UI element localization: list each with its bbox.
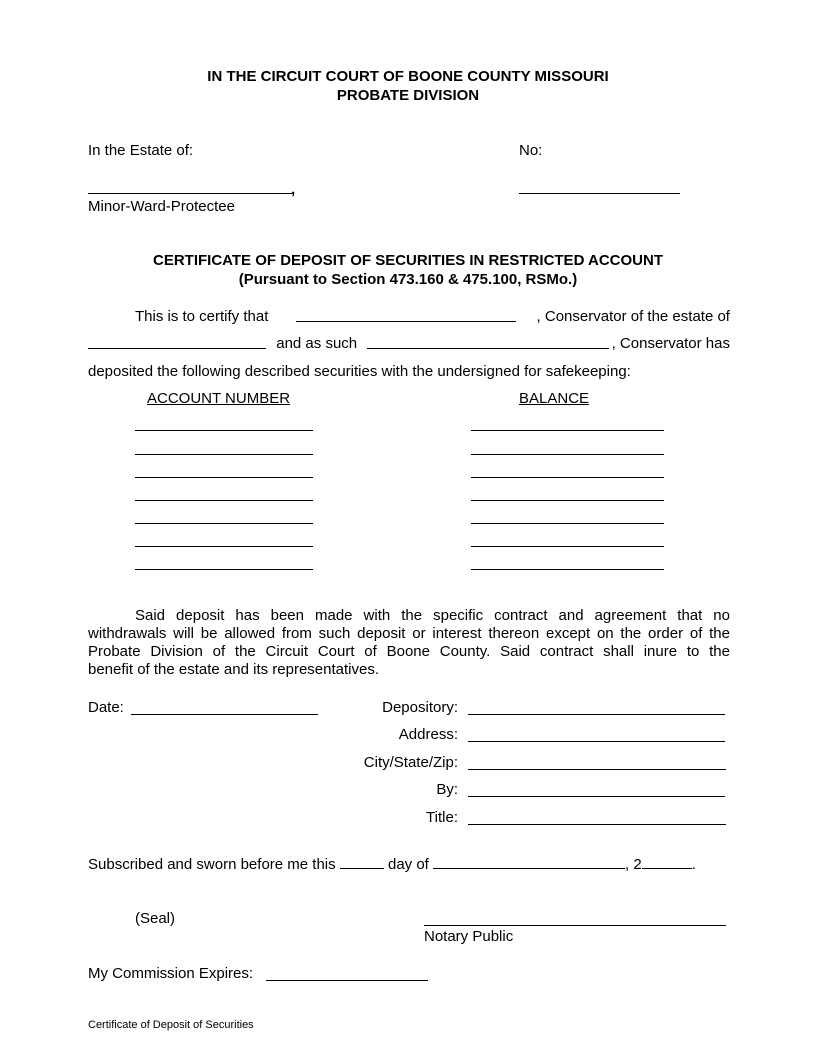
by-blank[interactable]	[468, 796, 725, 797]
estate-label: In the Estate of:	[88, 142, 194, 159]
division-heading: PROBATE DIVISION	[336, 87, 480, 104]
balance-blank[interactable]	[471, 430, 664, 431]
year-blank[interactable]	[642, 855, 692, 869]
notary-signature-blank[interactable]	[424, 925, 726, 926]
date-label: Date:	[88, 699, 124, 716]
notary-public-label: Notary Public	[424, 928, 514, 945]
sworn-text: Subscribed and sworn before me this	[88, 856, 336, 873]
certify-text: and as such	[276, 335, 358, 352]
account-number-blank[interactable]	[135, 546, 313, 547]
agreement-line-4: benefit of the estate and its representatives.	[88, 661, 380, 678]
balance-blank[interactable]	[471, 500, 664, 501]
certify-line-1	[135, 308, 730, 326]
account-number-blank[interactable]	[135, 569, 313, 570]
depository-blank[interactable]	[468, 714, 725, 715]
account-number-blank[interactable]	[135, 477, 313, 478]
estate-blank	[88, 335, 266, 349]
certificate-title: CERTIFICATE OF DEPOSIT OF SECURITIES IN RESTRICTED ACCOUNT	[152, 252, 663, 269]
balance-blank[interactable]	[471, 523, 664, 524]
certify-text: This is to certify that	[135, 308, 269, 325]
account-number-blank[interactable]	[135, 454, 313, 455]
agreement-line-3: Probate Division of the Circuit Court of Boone County. Said contract shall inure to the	[88, 643, 730, 660]
balance-blank[interactable]	[471, 477, 664, 478]
account-number-blank[interactable]	[135, 523, 313, 524]
sworn-line	[88, 855, 696, 874]
conservator-blank	[367, 335, 609, 349]
title-blank[interactable]	[468, 824, 726, 825]
case-no-blank	[519, 193, 680, 194]
agreement-line-2: withdrawals will be allowed from such deposit or interest thereon except on the order of the	[88, 625, 730, 642]
seal-label: (Seal)	[135, 910, 176, 927]
balance-blank[interactable]	[471, 569, 664, 570]
sworn-text: day of	[387, 856, 429, 873]
balance-header: BALANCE	[519, 390, 590, 407]
balance-blank[interactable]	[471, 454, 664, 455]
certify-line-2	[88, 335, 730, 353]
day-blank[interactable]	[340, 855, 384, 869]
account-number-header: ACCOUNT NUMBER	[147, 390, 291, 407]
city-state-zip-label: City/State/Zip:	[363, 754, 458, 771]
commission-label: My Commission Expires:	[88, 965, 254, 982]
month-blank[interactable]	[433, 855, 625, 869]
party-label: Minor-Ward-Protectee	[88, 198, 235, 215]
sworn-text: .	[691, 856, 696, 873]
footer: Certificate of Deposit of Securities	[88, 1019, 254, 1031]
estate-name-blank	[88, 193, 293, 194]
address-blank[interactable]	[468, 741, 725, 742]
sworn-text: , 2	[625, 856, 642, 873]
conservator-name-blank	[296, 308, 516, 322]
certify-text: , Conservator has	[611, 335, 730, 352]
certify-text: , Conservator of the estate of	[536, 308, 730, 325]
certify-line-3: deposited the following described securities with the undersigned for safekeeping:	[88, 363, 631, 380]
depository-label: Depository:	[382, 699, 458, 716]
court-heading: IN THE CIRCUIT COURT OF BOONE COUNTY MISSOURI	[207, 68, 609, 85]
commission-blank[interactable]	[266, 980, 428, 981]
case-no-label: No:	[519, 142, 543, 159]
comma: ,	[291, 181, 296, 198]
certificate-subtitle: (Pursuant to Section 473.160 & 475.100, RSMo.)	[238, 271, 578, 288]
address-label: Address:	[398, 726, 458, 743]
account-number-blank[interactable]	[135, 430, 313, 431]
agreement-line-1: Said deposit has been made with the specific contract and agreement that no	[135, 607, 730, 624]
city-state-zip-blank[interactable]	[468, 769, 726, 770]
account-number-blank[interactable]	[135, 500, 313, 501]
balance-blank[interactable]	[471, 546, 664, 547]
by-label: By:	[436, 781, 458, 798]
title-label: Title:	[426, 809, 458, 826]
